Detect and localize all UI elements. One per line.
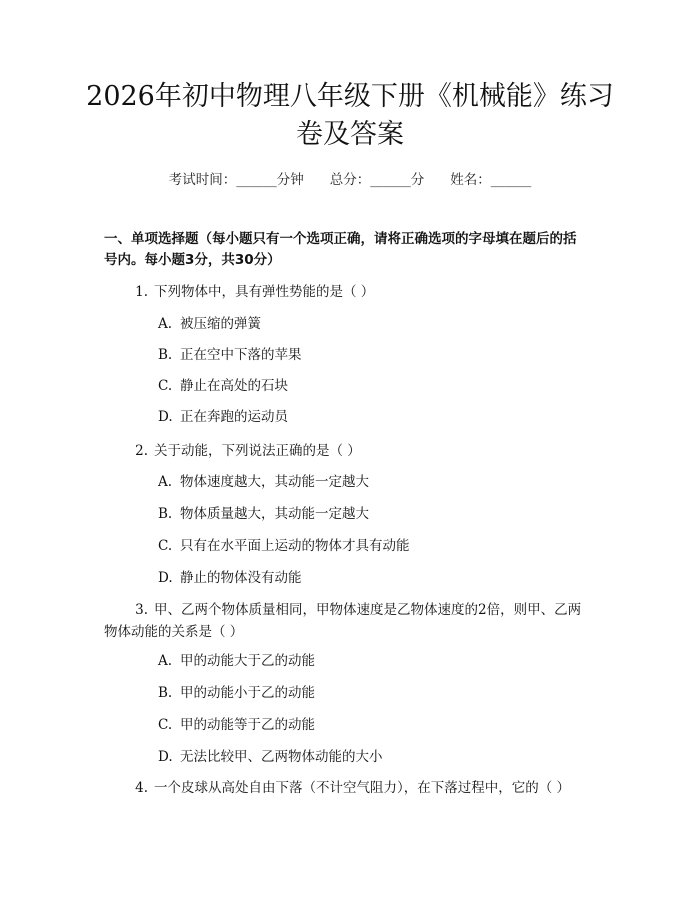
question-number: 2. <box>135 443 148 459</box>
option-letter: A. <box>158 316 173 332</box>
option-letter: D. <box>158 409 173 425</box>
option-2d <box>158 568 598 588</box>
option-text: 正在奔跑的运动员 <box>180 409 288 425</box>
student-name-field: 姓名：______ <box>450 172 532 188</box>
option-text: 被压缩的弹簧 <box>180 316 261 332</box>
option-letter: B. <box>158 347 173 363</box>
question-text-line-2: 物体动能的关系是（ ） <box>104 624 244 640</box>
option-text: 物体速度越大，其动能一定越大 <box>180 474 369 490</box>
option-text: 甲的动能等于乙的动能 <box>180 717 315 733</box>
option-text: 静止在高处的石块 <box>180 378 288 394</box>
question-text-line-1: 甲、乙两个物体质量相同，甲物体速度是乙物体速度的2倍，则甲、乙两 <box>154 602 582 618</box>
option-2a <box>158 472 598 492</box>
question-4 <box>104 777 604 799</box>
option-text: 物体质量越大，其动能一定越大 <box>180 506 369 522</box>
question-number: 1. <box>135 284 148 300</box>
option-letter: A. <box>158 653 173 669</box>
option-3d <box>158 747 598 767</box>
option-1b <box>158 345 598 365</box>
option-text: 无法比较甲、乙两物体动能的大小 <box>180 749 383 765</box>
option-text: 甲的动能大于乙的动能 <box>180 653 315 669</box>
option-3c <box>158 715 598 735</box>
option-letter: A. <box>158 474 173 490</box>
option-1d <box>158 407 598 427</box>
question-3 <box>104 599 604 643</box>
option-letter: B. <box>158 506 173 522</box>
option-letter: C. <box>158 538 173 554</box>
option-text: 只有在水平面上运动的物体才具有动能 <box>180 538 410 554</box>
question-1 <box>104 281 604 303</box>
total-score-field: 总分：______分 <box>329 172 425 188</box>
option-letter: D. <box>158 570 173 586</box>
question-text: 关于动能，下列说法正确的是（ ） <box>154 443 361 459</box>
title-line-2: 卷及答案 <box>296 119 404 150</box>
question-number: 4. <box>135 780 148 796</box>
option-3a <box>158 651 598 671</box>
page-title <box>60 78 640 154</box>
option-3b <box>158 683 598 703</box>
option-letter: C. <box>158 378 173 394</box>
option-text: 静止的物体没有动能 <box>180 570 302 586</box>
question-text: 一个皮球从高处自由下落（不计空气阻力），在下落过程中，它的（ ） <box>154 780 571 796</box>
option-1c <box>158 376 598 396</box>
option-text: 正在空中下落的苹果 <box>180 347 302 363</box>
option-letter: B. <box>158 685 173 701</box>
question-number: 3. <box>135 602 148 618</box>
option-letter: C. <box>158 717 173 733</box>
title-line-1: 2026年初中物理八年级下册《机械能》练习 <box>86 81 614 112</box>
option-2c <box>158 536 598 556</box>
exam-info-line <box>0 168 700 188</box>
section-heading-line-1: 一、单项选择题（每小题只有一个选项正确，请将正确选项的字母填在题后的括 <box>104 231 577 247</box>
option-text: 甲的动能小于乙的动能 <box>180 685 315 701</box>
section-heading <box>104 229 604 271</box>
section-heading-line-2: 号内。每小题3分，共30分） <box>104 252 281 268</box>
option-2b <box>158 504 598 524</box>
option-1a <box>158 314 598 334</box>
question-text: 下列物体中，具有弹性势能的是（ ） <box>154 284 375 300</box>
exam-time-field: 考试时间：______分钟 <box>168 172 304 188</box>
option-letter: D. <box>158 749 173 765</box>
question-2 <box>104 440 604 462</box>
